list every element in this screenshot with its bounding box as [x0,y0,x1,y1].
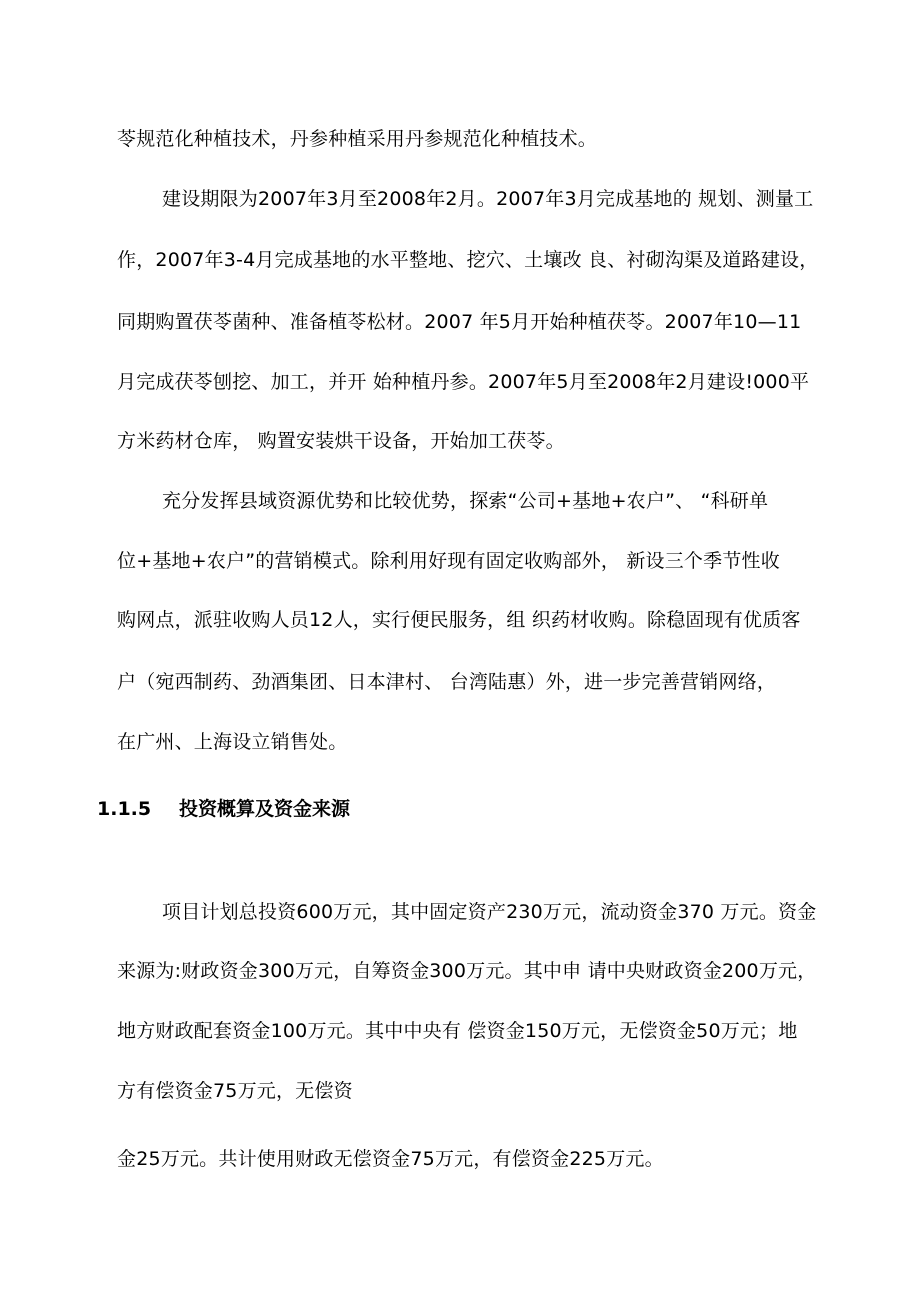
paragraph-line: 购网点，派驻收购人员12人，实行便民服务，组 织药材收购。除稳固现有优质客 [117,609,801,631]
section-title: 投资概算及资金来源 [179,798,351,820]
paragraph-line: 苓规范化种植技术，丹参种植采用丹参规范化种植技术。 [117,128,598,150]
paragraph-line: 建设期限为2007年3月至2008年2月。2007年3月完成基地的 规划、测量工 [162,188,814,210]
paragraph-line: 在广州、上海设立销售处。 [117,731,348,753]
paragraph-line: 金25万元。共计使用财政无偿资金75万元，有偿资金225万元。 [117,1148,664,1170]
paragraph-line: 项目计划总投资600万元，其中固定资产230万元，流动资金370 万元。资金 [162,901,817,923]
paragraph-line: 充分发挥县域资源优势和比较优势，探索“公司+基地+农户”、 “科研单 [162,490,769,512]
section-number: 1.1.5 [97,798,152,820]
section-heading [97,797,350,821]
paragraph-line: 位+基地+农户”的营销模式。除利用好现有固定收购部外， 新设三个季节性收 [117,550,780,572]
paragraph-line: 月完成茯苓刨挖、加工，并开 始种植丹参。2007年5月至2008年2月建设!000平 [117,371,810,393]
paragraph-line: 户（宛西制药、劲酒集团、日本津村、 台湾陆惠）外，进一步完善营销网络， [117,671,777,693]
paragraph-line: 同期购置茯苓菌种、准备植苓松材。2007 年5月开始种植茯苓。2007年10—11 [117,311,802,333]
paragraph-line: 方米药材仓库， 购置安装烘干设备，开始加工茯苓。 [117,430,565,452]
paragraph-line: 来源为:财政资金300万元，自筹资金300万元。其中申 请中央财政资金200万元， [117,960,817,982]
paragraph-line: 方有偿资金75万元，无偿资 [117,1080,353,1102]
paragraph-line: 地方财政配套资金100万元。其中中央有 偿资金150万元，无偿资金50万元；地 [117,1020,798,1042]
paragraph-line: 作，2007年3-4月完成基地的水平整地、挖穴、土壤改 良、衬砌沟渠及道路建设， [117,249,819,271]
